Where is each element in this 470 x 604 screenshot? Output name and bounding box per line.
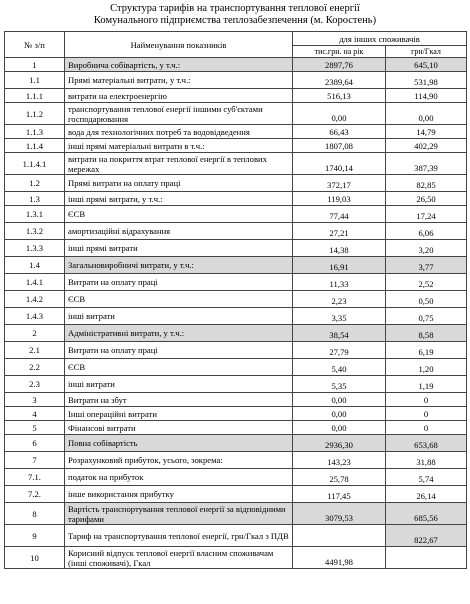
row-number: 1.3.3 — [5, 240, 65, 257]
table-row — [5, 274, 467, 291]
row-value-uah-per-gcal: 17,24 — [386, 206, 467, 223]
row-number: 1.1 — [5, 72, 65, 89]
row-value-thousand-uah: 143,23 — [293, 452, 386, 469]
table-row — [5, 206, 467, 223]
row-indicator-name: інші прямі матеріальні витрати в т.ч.: — [65, 139, 293, 153]
row-indicator-name: Витрати на оплату праці — [65, 274, 293, 291]
row-value-thousand-uah: 0,00 — [293, 421, 386, 435]
row-indicator-name: інші прямі витрати — [65, 240, 293, 257]
row-indicator-name: транспортування теплової енергії іншими суб'єктами господарювання — [65, 103, 293, 125]
row-value-uah-per-gcal: 531,98 — [386, 72, 467, 89]
row-number: 1.4.2 — [5, 291, 65, 308]
row-indicator-name: амортизаційні відрахування — [65, 223, 293, 240]
table-row — [5, 125, 467, 139]
header-unit-uah-per-gcal: грн/Гкал — [386, 46, 467, 58]
table-row — [5, 469, 467, 486]
row-value-thousand-uah: 2389,64 — [293, 72, 386, 89]
row-value-thousand-uah: 372,17 — [293, 175, 386, 192]
row-value-uah-per-gcal: 8,58 — [386, 325, 467, 342]
row-value-thousand-uah: 117,45 — [293, 486, 386, 503]
table-row — [5, 308, 467, 325]
row-value-uah-per-gcal: 0,00 — [386, 103, 467, 125]
row-indicator-name: Загальновиробничі витрати, у т.ч.: — [65, 257, 293, 274]
row-indicator-name: Корисний відпуск теплової енергії власним споживачам (інші споживачі), Гкал — [65, 547, 293, 569]
row-indicator-name: інші прямі витрати, у т.ч.: — [65, 192, 293, 206]
row-value-uah-per-gcal: 5,74 — [386, 469, 467, 486]
header-number: № з/п — [5, 32, 65, 58]
row-number: 2 — [5, 325, 65, 342]
table-row — [5, 547, 467, 569]
row-value-uah-per-gcal: 685,56 — [386, 503, 467, 525]
tariff-structure-table — [4, 31, 467, 569]
row-indicator-name: Повна собівартість — [65, 435, 293, 452]
table-row — [5, 175, 467, 192]
row-number: 1.1.3 — [5, 125, 65, 139]
row-value-thousand-uah: 3079,53 — [293, 503, 386, 525]
row-value-uah-per-gcal: 0,75 — [386, 308, 467, 325]
table-row — [5, 72, 467, 89]
table-row — [5, 503, 467, 525]
table-row — [5, 139, 467, 153]
row-value-uah-per-gcal: 402,29 — [386, 139, 467, 153]
table-row — [5, 325, 467, 342]
header-consumer-group: для інших споживачів — [293, 32, 467, 46]
row-number: 1.1.4 — [5, 139, 65, 153]
row-value-uah-per-gcal: 114,90 — [386, 89, 467, 103]
row-number: 2.3 — [5, 376, 65, 393]
row-indicator-name: ЄСВ — [65, 206, 293, 223]
row-value-thousand-uah: 27,21 — [293, 223, 386, 240]
row-number: 7.2. — [5, 486, 65, 503]
table-row — [5, 291, 467, 308]
table-row — [5, 376, 467, 393]
row-number: 1.1.1 — [5, 89, 65, 103]
row-value-thousand-uah: 1807,08 — [293, 139, 386, 153]
table-row — [5, 89, 467, 103]
row-value-uah-per-gcal: 6,19 — [386, 342, 467, 359]
row-value-uah-per-gcal: 1,20 — [386, 359, 467, 376]
row-value-thousand-uah: 119,03 — [293, 192, 386, 206]
row-value-uah-per-gcal: 6,06 — [386, 223, 467, 240]
row-indicator-name: Прямі витрати на оплату праці — [65, 175, 293, 192]
row-value-thousand-uah: 27,79 — [293, 342, 386, 359]
row-number: 8 — [5, 503, 65, 525]
row-value-thousand-uah: 1740,14 — [293, 153, 386, 175]
row-value-thousand-uah: 0,00 — [293, 393, 386, 407]
table-row — [5, 525, 467, 547]
row-value-thousand-uah: 5,40 — [293, 359, 386, 376]
row-indicator-name: Інші операційні витрати — [65, 407, 293, 421]
row-number: 1.2 — [5, 175, 65, 192]
table-row — [5, 359, 467, 376]
row-value-thousand-uah: 25,78 — [293, 469, 386, 486]
row-indicator-name: Витрати на збут — [65, 393, 293, 407]
table-row — [5, 192, 467, 206]
header-unit-thousand-uah: тис.грн. на рік — [293, 46, 386, 58]
row-indicator-name: Прямі матеріальні витрати, у т.ч.: — [65, 72, 293, 89]
row-value-thousand-uah: 2897,76 — [293, 58, 386, 72]
row-value-uah-per-gcal: 0 — [386, 393, 467, 407]
row-indicator-name: витрати на покриття втрат теплової енергії в теплових мережах — [65, 153, 293, 175]
row-indicator-name: інше використання прибутку — [65, 486, 293, 503]
row-value-thousand-uah: 11,33 — [293, 274, 386, 291]
row-number: 5 — [5, 421, 65, 435]
row-value-thousand-uah: 77,44 — [293, 206, 386, 223]
row-number: 1.3.1 — [5, 206, 65, 223]
row-value-thousand-uah: 2936,30 — [293, 435, 386, 452]
row-indicator-name: витрати на електроенергію — [65, 89, 293, 103]
row-value-uah-per-gcal: 0,50 — [386, 291, 467, 308]
row-indicator-name: Розрахунковий прибуток, усього, зокрема: — [65, 452, 293, 469]
row-value-uah-per-gcal: 3,77 — [386, 257, 467, 274]
title-line-1: Структура тарифів на транспортування теплової енергії — [110, 3, 360, 14]
row-value-thousand-uah: 16,91 — [293, 257, 386, 274]
table-row — [5, 58, 467, 72]
table-row — [5, 486, 467, 503]
row-value-uah-per-gcal: 14,79 — [386, 125, 467, 139]
row-indicator-name: Фінансові витрати — [65, 421, 293, 435]
row-number: 2.1 — [5, 342, 65, 359]
row-number: 1.1.2 — [5, 103, 65, 125]
row-indicator-name: Тариф на транспортування теплової енергії, грн/Гкал з ПДВ — [65, 525, 293, 547]
table-row — [5, 257, 467, 274]
row-number: 1.4.3 — [5, 308, 65, 325]
table-row — [5, 103, 467, 125]
row-value-uah-per-gcal: 82,85 — [386, 175, 467, 192]
row-value-thousand-uah: 516,13 — [293, 89, 386, 103]
row-value-uah-per-gcal: 0 — [386, 407, 467, 421]
row-indicator-name: Витрати на оплату праці — [65, 342, 293, 359]
row-value-uah-per-gcal: 26,50 — [386, 192, 467, 206]
row-value-thousand-uah: 66,43 — [293, 125, 386, 139]
table-body — [5, 58, 467, 569]
row-number: 1.4.1 — [5, 274, 65, 291]
title-line-2: Комунального підприємства теплозабезпечення (м. Коростень) — [93, 15, 377, 26]
row-number: 4 — [5, 407, 65, 421]
row-value-thousand-uah: 4491,98 — [293, 547, 386, 569]
row-value-thousand-uah: 0,00 — [293, 407, 386, 421]
table-row — [5, 407, 467, 421]
row-value-uah-per-gcal: 2,52 — [386, 274, 467, 291]
row-number: 2.2 — [5, 359, 65, 376]
row-indicator-name: інші витрати — [65, 376, 293, 393]
row-value-uah-per-gcal: 387,39 — [386, 153, 467, 175]
table-row — [5, 223, 467, 240]
row-value-uah-per-gcal: 653,68 — [386, 435, 467, 452]
table-row — [5, 421, 467, 435]
row-value-uah-per-gcal: 31,88 — [386, 452, 467, 469]
table-row — [5, 393, 467, 407]
row-indicator-name: ЄСВ — [65, 291, 293, 308]
row-indicator-name: вода для технологічних потреб та водовідведення — [65, 125, 293, 139]
row-value-thousand-uah: 2,23 — [293, 291, 386, 308]
row-indicator-name: Адміністративні витрати, у т.ч.: — [65, 325, 293, 342]
row-number: 1.4 — [5, 257, 65, 274]
row-value-thousand-uah: 3,35 — [293, 308, 386, 325]
row-indicator-name: податок на прибуток — [65, 469, 293, 486]
row-value-thousand-uah — [293, 525, 386, 547]
document-title — [0, 0, 470, 27]
row-indicator-name: ЄСВ — [65, 359, 293, 376]
row-number: 6 — [5, 435, 65, 452]
table-row — [5, 240, 467, 257]
row-number: 10 — [5, 547, 65, 569]
row-number: 1.3.2 — [5, 223, 65, 240]
table-row — [5, 452, 467, 469]
row-number: 9 — [5, 525, 65, 547]
row-number: 3 — [5, 393, 65, 407]
row-number: 7.1. — [5, 469, 65, 486]
row-number: 1 — [5, 58, 65, 72]
row-value-thousand-uah: 5,35 — [293, 376, 386, 393]
row-value-uah-per-gcal: 822,67 — [386, 525, 467, 547]
row-value-uah-per-gcal — [386, 547, 467, 569]
row-number: 7 — [5, 452, 65, 469]
row-value-thousand-uah: 38,54 — [293, 325, 386, 342]
table-row — [5, 153, 467, 175]
row-value-thousand-uah: 14,38 — [293, 240, 386, 257]
row-value-uah-per-gcal: 645,10 — [386, 58, 467, 72]
table-row — [5, 435, 467, 452]
row-value-uah-per-gcal: 26,14 — [386, 486, 467, 503]
row-value-uah-per-gcal: 1,19 — [386, 376, 467, 393]
row-indicator-name: інші витрати — [65, 308, 293, 325]
header-indicator-name: Найменування показників — [65, 32, 293, 58]
row-value-uah-per-gcal: 0 — [386, 421, 467, 435]
table-row — [5, 342, 467, 359]
row-indicator-name: Вартість транспортування теплової енергії за відповідними тарифами — [65, 503, 293, 525]
row-indicator-name: Виробнича собівартість, у т.ч.: — [65, 58, 293, 72]
row-value-thousand-uah: 0,00 — [293, 103, 386, 125]
row-value-uah-per-gcal: 3,20 — [386, 240, 467, 257]
row-number: 1.1.4.1 — [5, 153, 65, 175]
row-number: 1.3 — [5, 192, 65, 206]
